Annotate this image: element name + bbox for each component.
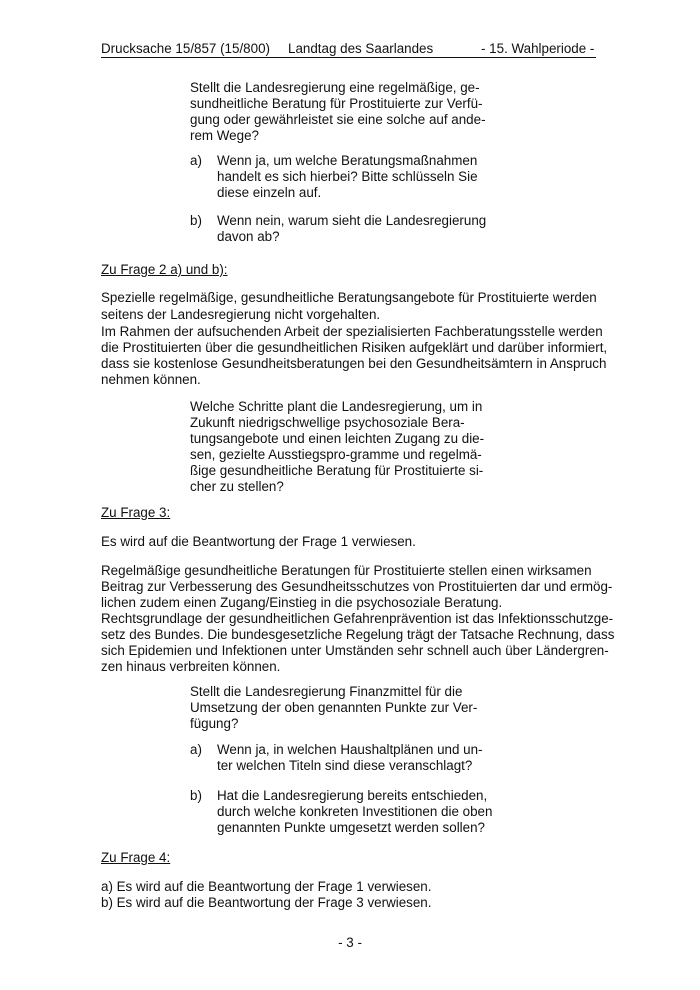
question-line: fügung?: [190, 716, 239, 731]
header-rule: [101, 57, 596, 58]
answer-3-heading: Zu Frage 3:: [101, 505, 171, 520]
question-line: sundheitliche Beratung für Prostituierte zur Verfü-: [190, 96, 483, 111]
question-line: Wenn nein, warum sieht die Landesregierung: [217, 213, 487, 228]
question-line: genannten Punkte umgesetzt werden sollen?: [217, 820, 485, 835]
answer-line: dass sie kostenlose Gesundheitsberatungen bei den Gesundheitsämtern in Anspruch: [101, 356, 607, 371]
answer-line: Im Rahmen der aufsuchenden Arbeit der spezialisierten Fachberatungsstelle werden: [101, 324, 603, 339]
header-center: Landtag des Saarlandes: [288, 41, 434, 56]
question-line: durch welche konkreten Investitionen die oben: [217, 804, 493, 819]
question-line: ter welchen Titeln sind diese veranschlagt?: [217, 758, 473, 773]
question-line: Stellt die Landesregierung eine regelmäßige, ge-: [190, 80, 480, 95]
question-line: Zukunft niedrigschwellige psychosoziale Bera-: [190, 415, 465, 430]
header-left: Drucksache 15/857 (15/800): [101, 41, 270, 56]
answer-line: Regelmäßige gesundheitliche Beratungen für Prostituierte stellen einen wirksamen: [101, 563, 592, 578]
list-marker-a: a): [190, 153, 202, 168]
list-marker-b: b): [190, 788, 202, 803]
answer-line: lichen zudem einen Zugang/Einstieg in die psychosoziale Beratung.: [101, 595, 503, 610]
answer-line: nehmen können.: [101, 372, 201, 387]
question-line: Wenn ja, um welche Beratungsmaßnahmen: [217, 153, 478, 168]
list-marker-b: b): [190, 213, 202, 228]
answer-line: sich Epidemien und Infektionen unter Umständen sehr schnell auch über Ländergren-: [101, 643, 609, 658]
question-line: rem Wege?: [190, 128, 259, 143]
answer-line: Beitrag zur Verbesserung des Gesundheitsschutzes von Prostituierten dar und ermög-: [101, 579, 613, 594]
question-line: Hat die Landesregierung bereits entschieden,: [217, 788, 488, 803]
question-line: cher zu stellen?: [190, 479, 284, 494]
question-line: Wenn ja, in welchen Haushaltplänen und un-: [217, 742, 483, 757]
list-marker-a: a): [190, 742, 202, 757]
answer-line: die Prostituierten über die gesundheitlichen Risiken aufgeklärt und darüber informiert,: [101, 340, 608, 355]
question-line: Welche Schritte plant die Landesregierung, um in: [190, 399, 483, 414]
answer-line: setz des Bundes. Die bundesgesetzliche Regelung trägt der Tatsache Rechnung, dass: [101, 627, 615, 642]
question-line: gung oder gewährleistet sie eine solche auf ande-: [190, 112, 486, 127]
page-number: - 3 -: [338, 935, 362, 950]
question-line: handelt es sich hierbei? Bitte schlüsseln Sie: [217, 169, 478, 184]
question-line: Stellt die Landesregierung Finanzmittel für die: [190, 684, 463, 699]
answer-line: zen hinaus verbreiten können.: [101, 659, 281, 674]
question-line: sen, gezielte Ausstiegspro-gramme und regelmä-: [190, 447, 482, 462]
question-line: davon ab?: [217, 229, 280, 244]
answer-4-heading: Zu Frage 4:: [101, 850, 171, 865]
answer-line: Spezielle regelmäßige, gesundheitliche Beratungsangebote für Prostituierte werden: [101, 290, 597, 305]
answer-2-heading: Zu Frage 2 a) und b):: [101, 262, 228, 277]
answer-line: Es wird auf die Beantwortung der Frage 1 verwiesen.: [101, 534, 416, 549]
answer-line: b) Es wird auf die Beantwortung der Frage 3 verwiesen.: [101, 895, 432, 910]
answer-line: Rechtsgrundlage der gesundheitlichen Gefahrenprävention ist das Infektionsschutzge-: [101, 611, 614, 626]
header-right: - 15. Wahlperiode -: [481, 41, 595, 56]
question-line: ßige gesundheitliche Beratung für Prostituierte si-: [190, 463, 484, 478]
question-line: diese einzeln auf.: [217, 185, 322, 200]
question-line: Umsetzung der oben genannten Punkte zur Ver-: [190, 700, 478, 715]
answer-line: seitens der Landesregierung nicht vorgehalten.: [101, 307, 381, 322]
answer-line: a) Es wird auf die Beantwortung der Frage 1 verwiesen.: [101, 879, 432, 894]
question-line: tungsangebote und einen leichten Zugang zu die-: [190, 431, 485, 446]
